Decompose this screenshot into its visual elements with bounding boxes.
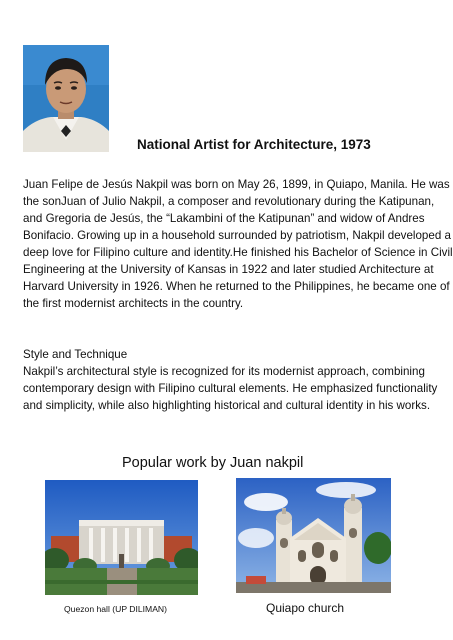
- portrait-photo: [23, 45, 109, 152]
- quezon-hall-caption: Quezon hall (UP DILIMAN): [64, 604, 168, 614]
- quiapo-church-caption: Quiapo church: [266, 601, 345, 615]
- style-section-title: Style and Technique: [23, 348, 128, 361]
- style-section-paragraph: Nakpil’s architectural style is recognized for its modernist approach, combining contemporary design with Filipino cultural elements. He emphasized functionality and simplicity, while also highlighting historical and cultural identity in his works.: [23, 365, 438, 412]
- biography-paragraph: Juan Felipe de Jesús Nakpil was born on May 26, 1899, in Quiapo, Manila. He was the sonJuan of Julio Nakpil, a composer and revolutionary during the Katipunan, and Gregoria de Jesús, the “Lakambini of the Katipunan” and widow of Andres Bonifacio. Growing up in a household surrounded by patriotism, Nakpil developed a deep love for Filipino culture and identity.He finished his Bachelor of Science in Civil Engineering at the University of Kansas in 1922 and later studied Architecture at Harvard University in 1926. When he returned to the Philippines, he became one of the first modernist architects in the country.: [23, 178, 453, 310]
- page-title: National Artist for Architecture, 1973: [137, 137, 371, 152]
- quezon-hall-photo: [45, 480, 198, 595]
- quiapo-church-photo: [236, 478, 391, 593]
- popular-works-heading: Popular work by Juan nakpil: [122, 455, 304, 471]
